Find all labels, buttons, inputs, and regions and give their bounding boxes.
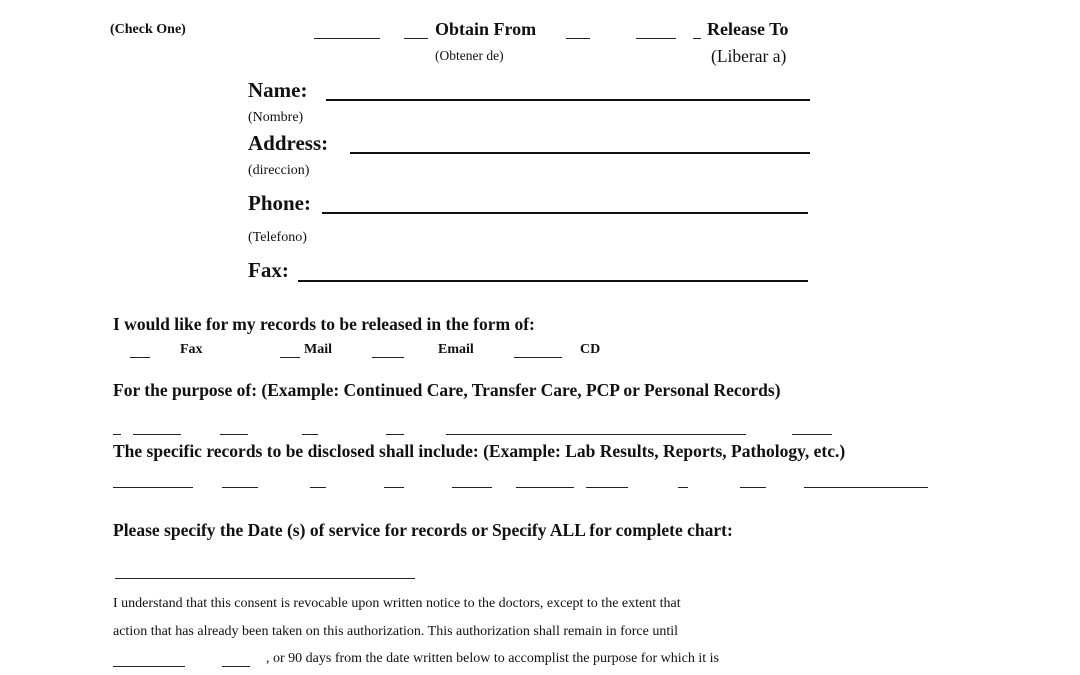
phone-field[interactable] — [322, 212, 808, 214]
option-fax-blank[interactable] — [130, 357, 150, 358]
option-email-label: Email — [438, 342, 474, 357]
release-checkbox-blank-2[interactable] — [636, 38, 676, 39]
check-one-label: (Check One) — [110, 22, 186, 37]
specific-blank-10[interactable] — [804, 487, 928, 488]
consent-line-2: action that has already been taken on this authorization. This authorization shall remain in force until — [113, 624, 679, 639]
release-checkbox-blank-1[interactable] — [566, 38, 590, 39]
consent-line-3: , or 90 days from the date written below to accomplist the purpose for which it is — [266, 651, 719, 666]
purpose-blank-6[interactable] — [446, 434, 746, 435]
purpose-blank-2[interactable] — [133, 434, 181, 435]
option-fax-label: Fax — [180, 342, 203, 357]
obtain-from-label: Obtain From — [435, 19, 537, 39]
consent-line-1: I understand that this consent is revocable upon written notice to the doctors, except to the extent that — [113, 596, 681, 611]
purpose-blank-1[interactable] — [113, 434, 121, 435]
consent-until-blank-2[interactable] — [222, 666, 250, 667]
specific-blank-7[interactable] — [586, 487, 628, 488]
option-mail-blank[interactable] — [280, 357, 300, 358]
purpose-blank-3[interactable] — [220, 434, 248, 435]
release-checkbox-blank-3[interactable] — [693, 38, 701, 39]
specific-blank-5[interactable] — [452, 487, 492, 488]
specific-blank-8[interactable] — [678, 487, 688, 488]
purpose-blank-7[interactable] — [792, 434, 832, 435]
dates-field[interactable] — [115, 578, 415, 579]
address-label: Address: — [248, 131, 329, 155]
obtain-from-spanish: (Obtener de) — [435, 48, 504, 63]
phone-spanish: (Telefono) — [248, 230, 307, 245]
option-mail-label: Mail — [304, 342, 332, 357]
consent-until-blank-1[interactable] — [113, 666, 185, 667]
specific-blank-2[interactable] — [222, 487, 258, 488]
release-to-label: Release To — [707, 19, 789, 39]
option-cd-label: CD — [580, 342, 601, 357]
option-email-blank[interactable] — [372, 357, 404, 358]
specific-blank-9[interactable] — [740, 487, 766, 488]
specific-blank-4[interactable] — [384, 487, 404, 488]
dates-heading: Please specify the Date (s) of service for records or Specify ALL for complete chart: — [113, 520, 733, 540]
obtain-from-checkbox-blank[interactable] — [314, 38, 380, 39]
phone-label: Phone: — [248, 191, 311, 215]
specific-blank-6[interactable] — [516, 487, 574, 488]
purpose-blank-5[interactable] — [386, 434, 404, 435]
release-form-heading: I would like for my records to be released in the form of: — [113, 314, 535, 334]
release-to-spanish: (Liberar a) — [711, 46, 787, 66]
purpose-blank-4[interactable] — [302, 434, 318, 435]
address-spanish: (direccion) — [248, 163, 310, 178]
purpose-heading: For the purpose of: (Example: Continued Care, Transfer Care, PCP or Personal Records) — [113, 380, 781, 400]
obtain-from-checkbox-blank-2[interactable] — [404, 38, 428, 39]
fax-label: Fax: — [248, 258, 289, 282]
fax-field[interactable] — [298, 280, 808, 282]
specific-blank-3[interactable] — [310, 487, 326, 488]
specific-blank-1[interactable] — [113, 487, 193, 488]
name-spanish: (Nombre) — [248, 110, 304, 125]
name-field[interactable] — [326, 99, 810, 101]
name-label: Name: — [248, 78, 308, 102]
option-cd-blank[interactable] — [514, 357, 562, 358]
address-field[interactable] — [350, 152, 810, 154]
specific-records-heading: The specific records to be disclosed shall include: (Example: Lab Results, Reports, Pathology, etc.) — [113, 441, 846, 461]
